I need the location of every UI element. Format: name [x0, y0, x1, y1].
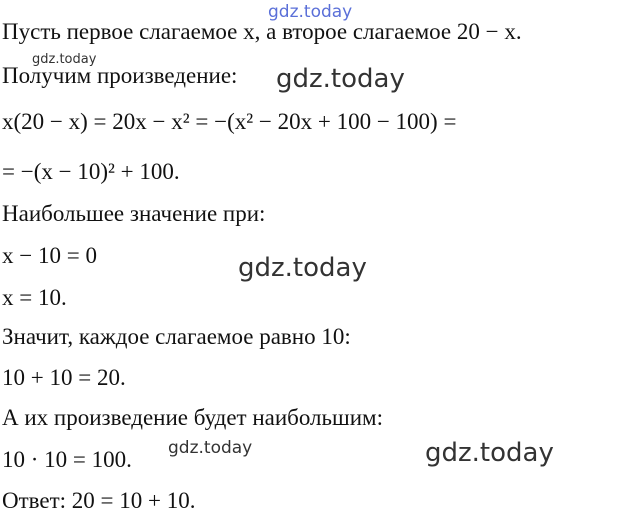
line-8: Значит, каждое слагаемое равно 10:: [2, 324, 351, 349]
watermark-small-2: gdz.today: [168, 438, 253, 458]
watermark-top: gdz.today: [268, 2, 353, 22]
line-10: А их произведение будет наибольшим:: [2, 405, 383, 430]
watermark-large-1: gdz.today: [276, 64, 405, 94]
line-9: 10 + 10 = 20.: [2, 365, 126, 390]
line-5: Наибольшее значение при:: [2, 201, 266, 226]
watermark-large-3: gdz.today: [425, 438, 554, 468]
line-7: x = 10.: [2, 285, 67, 310]
line-6: x − 10 = 0: [2, 243, 97, 268]
line-3: x(20 − x) = 20x − x² = −(x² − 20x + 100 − 100) =: [2, 109, 457, 134]
line-1: Пусть первое слагаемое x, а второе слагаемое 20 − x.: [2, 19, 522, 44]
line-11: 10 · 10 = 100.: [2, 447, 132, 472]
watermark-small-1: gdz.today: [32, 52, 97, 67]
watermark-large-2: gdz.today: [238, 253, 367, 283]
line-4: = −(x − 10)² + 100.: [2, 159, 180, 184]
line-12: Ответ: 20 = 10 + 10.: [2, 488, 196, 513]
line-2: Получим произведение:: [2, 63, 238, 88]
